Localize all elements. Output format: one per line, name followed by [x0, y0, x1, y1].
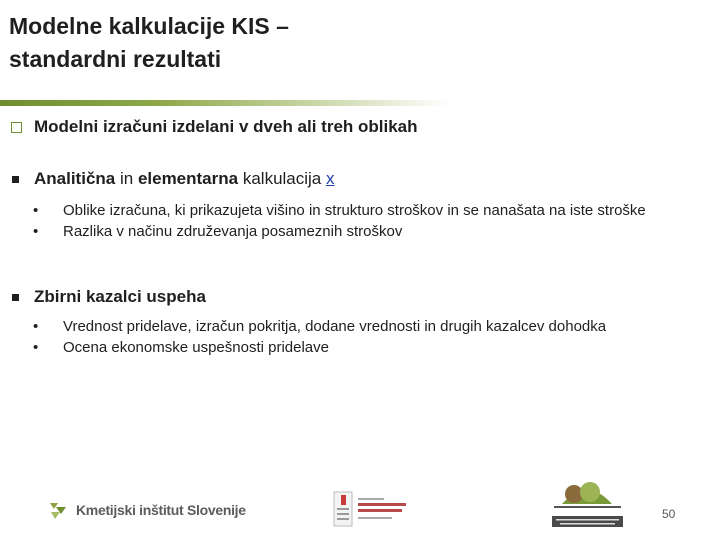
list-item: [33, 221, 646, 242]
dot-bullet-icon: •: [33, 318, 39, 335]
square-bullet-icon: [12, 176, 19, 183]
section2-title: Zbirni kazalci uspeha: [34, 287, 206, 306]
section1-tail: kalkulacija: [238, 169, 326, 188]
kis-logo-text: Kmetijski inštitut Slovenije: [76, 502, 246, 518]
bullet-text: Ocena ekonomske uspešnosti pridelave: [63, 339, 329, 356]
section-zbirni-kazalci: [12, 287, 206, 307]
dot-bullet-icon: •: [33, 339, 39, 356]
faculty-logo-text-graphic: [358, 496, 410, 522]
dot-bullet-icon: •: [33, 202, 39, 219]
section1-bold-b: elementarna: [137, 169, 239, 188]
kis-logo-icon: [48, 499, 70, 521]
faculty-logo-lines: [358, 490, 410, 528]
list-item: [33, 316, 606, 337]
page-number: 50: [662, 507, 676, 521]
kis-logo: [48, 499, 246, 521]
section1-bullet-list: [33, 200, 646, 242]
bullet-text: Razlika v načinu združevanja posameznih stroškov: [63, 223, 403, 240]
square-bullet-icon: [12, 294, 19, 301]
partner-logo-school: [550, 480, 625, 532]
section1-mid: in: [115, 169, 138, 188]
partner-logo-faculty: [333, 490, 410, 528]
list-item: [33, 337, 606, 358]
section-analiticna: [12, 169, 334, 189]
section1-link[interactable]: x: [325, 169, 335, 188]
bullet-text: Vrednost pridelave, izračun pokritja, dodane vrednosti in drugih kazalcev dohodka: [63, 318, 607, 335]
checkbox-bullet-icon: [11, 122, 22, 133]
section1-bold-a: Analitična: [34, 169, 116, 188]
bullet-text: Oblike izračuna, ki prikazujeta višino in strukturo stroškov in se nanašata na iste stroške: [63, 202, 646, 219]
dot-bullet-icon: •: [33, 223, 39, 240]
slide-title-line1: Modelne kalkulacije KIS –: [9, 13, 289, 39]
slide-title-line2: standardni rezultati: [9, 46, 222, 72]
title-underline-bar: [0, 100, 450, 106]
section2-bullet-list: [33, 316, 606, 358]
level1-item: [10, 117, 418, 137]
faculty-crest-icon: [333, 490, 353, 528]
level1-text: Modelni izračuni izdelani v dveh ali treh oblikah: [34, 117, 418, 136]
slide-title: [9, 10, 289, 76]
list-item: [33, 200, 646, 221]
